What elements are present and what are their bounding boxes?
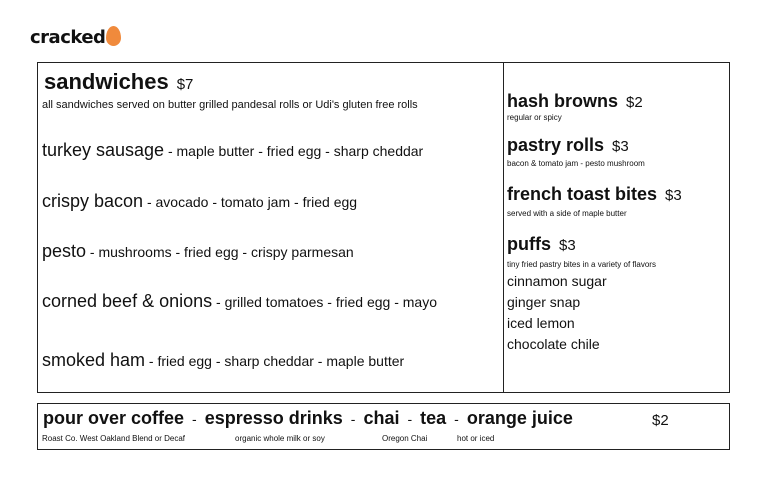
sandwiches-title: sandwiches (44, 69, 169, 94)
sandwiches-section (37, 62, 504, 393)
logo-wordmark: cracked (30, 27, 106, 48)
item-description: - grilled tomatoes - fried egg - mayo (212, 294, 437, 310)
puff-flavor: iced lemon (507, 315, 575, 331)
item-name: smoked ham (42, 350, 146, 370)
menu-item-pesto (42, 241, 354, 262)
side-french-toast-bites (507, 184, 682, 205)
side-note: regular or spicy (507, 113, 562, 122)
drink-note: organic whole milk or soy (235, 434, 325, 443)
side-note: tiny fried pastry bites in a variety of flavors (507, 260, 656, 269)
item-name: crispy bacon (42, 191, 144, 211)
item-name: turkey sausage (42, 140, 165, 160)
side-note: served with a side of maple butter (507, 209, 627, 218)
sandwiches-note: all sandwiches served on butter grilled pandesal rolls or Udi's gluten free rolls (42, 99, 418, 111)
drinks-list (43, 408, 573, 429)
side-title: hash browns (507, 91, 619, 111)
item-name: corned beef & onions (42, 291, 213, 311)
drink-item: chai (363, 408, 400, 428)
sides-section (503, 62, 730, 393)
menu-item-turkey-sausage (42, 140, 423, 161)
egg-icon (106, 26, 121, 46)
puff-flavor: ginger snap (507, 294, 581, 310)
sandwiches-price: $7 (176, 76, 194, 93)
item-description: - mushrooms - fried egg - crispy parmesan (86, 244, 354, 260)
drink-separator: - (350, 411, 356, 427)
menu-item-crispy-bacon (42, 191, 357, 212)
drink-item: espresso drinks (204, 408, 343, 428)
item-description: - avocado - tomato jam - fried egg (143, 194, 358, 210)
side-price: $3 (612, 138, 629, 155)
drink-separator: - (192, 411, 197, 427)
side-title: pastry rolls (507, 135, 605, 155)
menu-item-corned-beef (42, 291, 437, 312)
side-title: french toast bites (507, 184, 658, 204)
drink-note: Roast Co. West Oakland Blend or Decaf (42, 434, 186, 443)
side-price: $3 (559, 237, 576, 254)
drink-separator: - (454, 411, 459, 427)
side-price: $3 (665, 187, 682, 204)
cracked-logo (30, 27, 121, 48)
side-pastry-rolls (507, 135, 629, 156)
drink-item: tea (420, 408, 447, 428)
item-description: - maple butter - fried egg - sharp cheddar (164, 143, 424, 159)
side-title: puffs (507, 234, 551, 254)
side-price: $2 (626, 94, 643, 111)
item-description: - fried egg - sharp cheddar - maple butter (145, 353, 405, 369)
drink-item: orange juice (466, 408, 573, 428)
item-name: pesto (42, 241, 87, 261)
drink-item: pour over coffee (43, 408, 185, 428)
drink-note: hot or iced (457, 434, 495, 443)
drink-separator: - (407, 411, 413, 427)
puff-flavor: chocolate chile (507, 336, 600, 352)
puff-flavor: cinnamon sugar (507, 273, 607, 289)
drinks-price: $2 (652, 412, 669, 429)
side-note: bacon & tomato jam - pesto mushroom (507, 159, 645, 168)
menu-item-smoked-ham (42, 350, 404, 371)
drink-note: Oregon Chai (382, 434, 428, 443)
side-hash-browns (507, 91, 643, 112)
sandwiches-heading (44, 69, 193, 95)
side-puffs (507, 234, 576, 255)
drinks-section (37, 403, 730, 450)
